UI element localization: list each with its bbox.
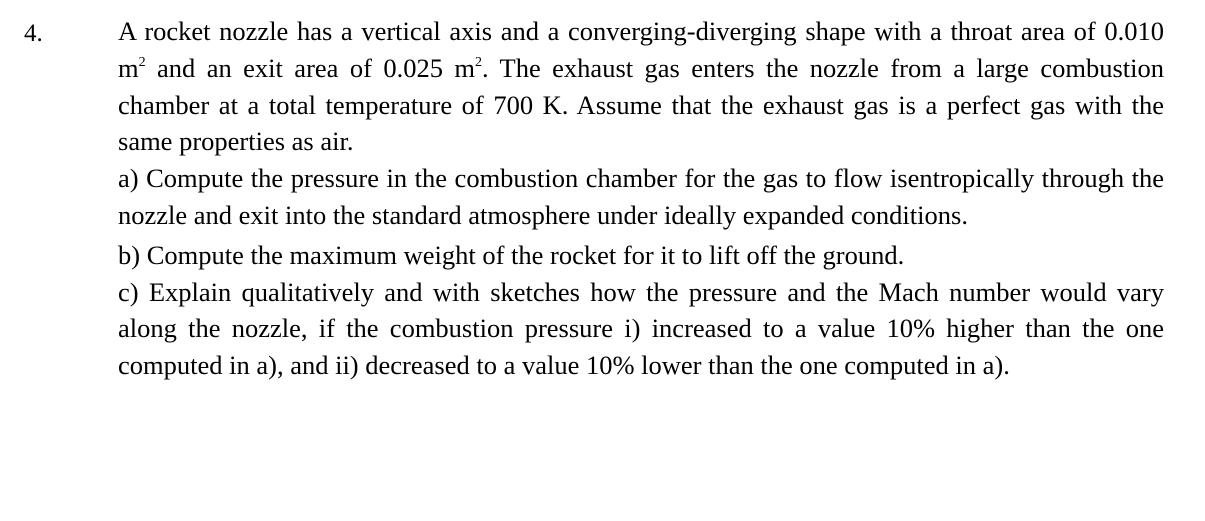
question-number: 4. [24, 20, 43, 47]
question-body [118, 13, 1164, 384]
part-b: b) Compute the maximum weight of the rocket for it to lift off the ground. [118, 239, 905, 270]
part-c: c) Explain qualitatively and with sketches how the pressure and the Mach number would vary along the nozzle, if the combustion pressure i) increased to a value 10% higher than the one computed in a), and ii) decreased to a value 10% lower than the one computed in a). [118, 276, 1164, 381]
superscript-2: 2 [474, 54, 482, 70]
superscript-2: 2 [138, 54, 146, 70]
question-intro [118, 13, 1164, 160]
part-a: a) Compute the pressure in the combustion chamber for the gas to flow isentropically through the nozzle and exit into the standard atmosphere under ideally expanded conditions. [118, 163, 1164, 230]
intro-text-1: A rocket nozzle has a vertical axis and a converging-diverging shape with a throat area of 0.010 m [118, 16, 1164, 83]
intro-text-2: and an exit area of 0.025 m [145, 52, 475, 83]
intro-text-3: . The exhaust gas enters the nozzle from a large combustion chamber at a total temperature of 700 K. Assume that the exhaust gas is a perfect gas with the same properties as air. [118, 52, 1164, 157]
